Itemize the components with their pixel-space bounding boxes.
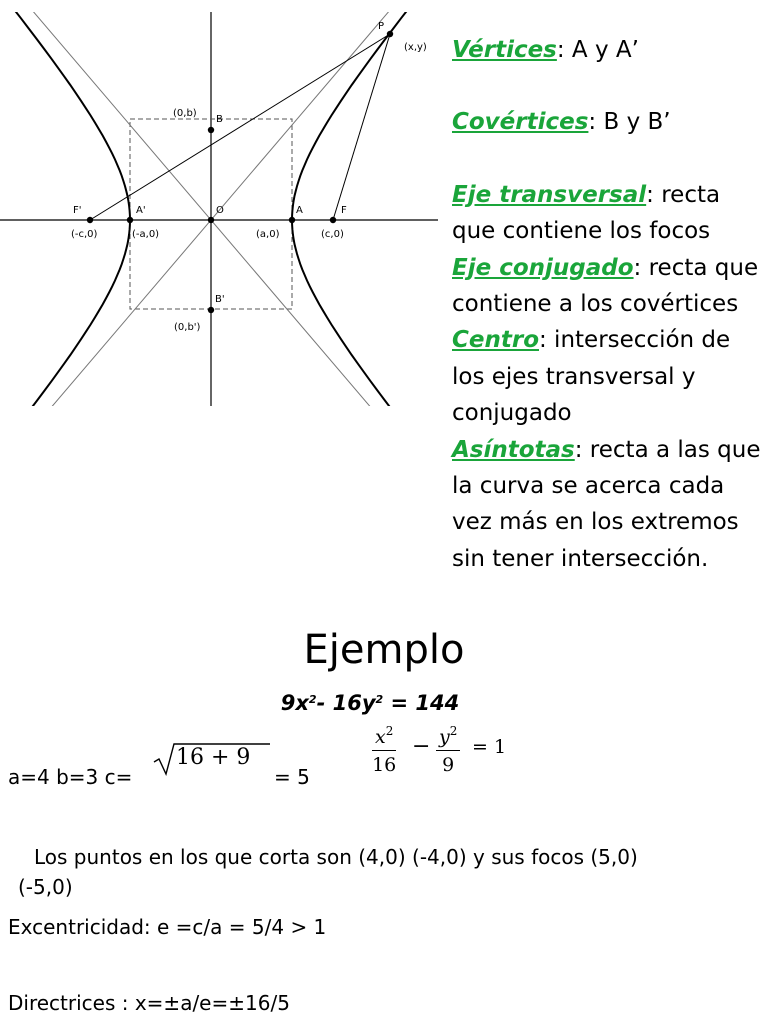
fraction-y-denominator: 9 <box>442 754 455 776</box>
label-P: P <box>378 21 385 32</box>
fraction-x <box>372 718 396 779</box>
term-vertices: Vértices <box>452 37 557 63</box>
point-B-prime <box>208 307 214 313</box>
label-a: (a,0) <box>256 229 280 240</box>
label-B-prime: B' <box>215 294 225 305</box>
point-F <box>330 217 336 223</box>
points-line-2: (-5,0) <box>18 875 73 899</box>
sqrt-radicand: 16 + 9 <box>176 745 251 770</box>
label-neg-a: (-a,0) <box>132 229 160 240</box>
abc-values: a=4 b=3 c= <box>8 765 133 789</box>
label-xy: (x,y) <box>404 42 427 53</box>
label-O: O <box>216 205 224 216</box>
definitions-panel <box>452 32 768 577</box>
term-center: Centro <box>452 327 539 354</box>
minus-sign: − <box>412 734 431 759</box>
term-conjugate-axis: Eje conjugado <box>452 254 634 281</box>
example-equation <box>0 686 740 717</box>
term-asymptotes: Asíntotas <box>452 436 575 463</box>
eq-part-3: = 144 <box>383 691 460 715</box>
point-A <box>289 217 295 223</box>
point-O <box>208 217 214 223</box>
fraction-x-numerator: $x^2$ <box>372 718 396 751</box>
point-A-prime <box>127 217 133 223</box>
c-value: = 5 <box>274 765 310 789</box>
label-c: (c,0) <box>321 229 344 240</box>
definition-center-text: : intersección de los ejes transversal y conjugado <box>452 327 731 427</box>
eq-part-2: - 16y <box>316 691 376 715</box>
definition-asymptotes-text: : recta a las que la curva se acerca cada vez más en los extremos sin tener intersección. <box>452 436 761 572</box>
definition-transverse-axis <box>452 177 768 250</box>
point-B <box>208 127 214 133</box>
label-0b-prime: (0,b') <box>174 322 201 333</box>
label-A-prime: A' <box>136 205 146 216</box>
rhs-equals-one: = 1 <box>472 736 507 758</box>
definition-conjugate-text: : recta que contiene a los covértices <box>452 254 759 318</box>
point-P <box>387 31 393 37</box>
definition-asymptotes <box>452 432 768 578</box>
eccentricity: Excentricidad: e =c/a = 5/4 > 1 <box>8 915 327 939</box>
term-covertices: Covértices <box>452 109 589 136</box>
label-B: B <box>216 114 223 125</box>
points-line-1: Los puntos en los que corta son (4,0) (-4,0) y sus focos (5,0) <box>34 845 638 869</box>
term-transverse-axis: Eje transversal <box>452 181 647 208</box>
fraction-x-denominator: 16 <box>372 754 397 776</box>
example-title: Ejemplo <box>303 627 465 673</box>
definition-covertices <box>452 104 768 140</box>
definition-conjugate-axis <box>452 250 768 323</box>
label-F-prime: F' <box>73 205 82 216</box>
eq-part-1: 9x <box>280 691 309 715</box>
definition-center <box>452 322 768 431</box>
hyperbola-diagram <box>0 12 438 406</box>
definition-vertices <box>452 32 768 68</box>
fraction-y-numerator: $y^2$ <box>436 718 460 751</box>
definition-vertices-text: : A y A’ <box>556 37 639 63</box>
point-F-prime <box>87 217 93 223</box>
label-0b: (0,b) <box>173 108 197 119</box>
label-F: F <box>341 205 347 216</box>
definition-transverse-text: : recta que contiene los focos <box>452 181 721 245</box>
fraction-y <box>436 718 460 779</box>
eq-exp-2: 2 <box>375 693 384 706</box>
eq-exp-1: 2 <box>308 693 317 706</box>
definition-covertices-text: : B y B’ <box>588 109 671 136</box>
label-neg-c: (-c,0) <box>71 229 98 240</box>
label-A: A <box>296 205 303 216</box>
directrices: Directrices : x=±a/e=±16/5 <box>8 991 290 1015</box>
